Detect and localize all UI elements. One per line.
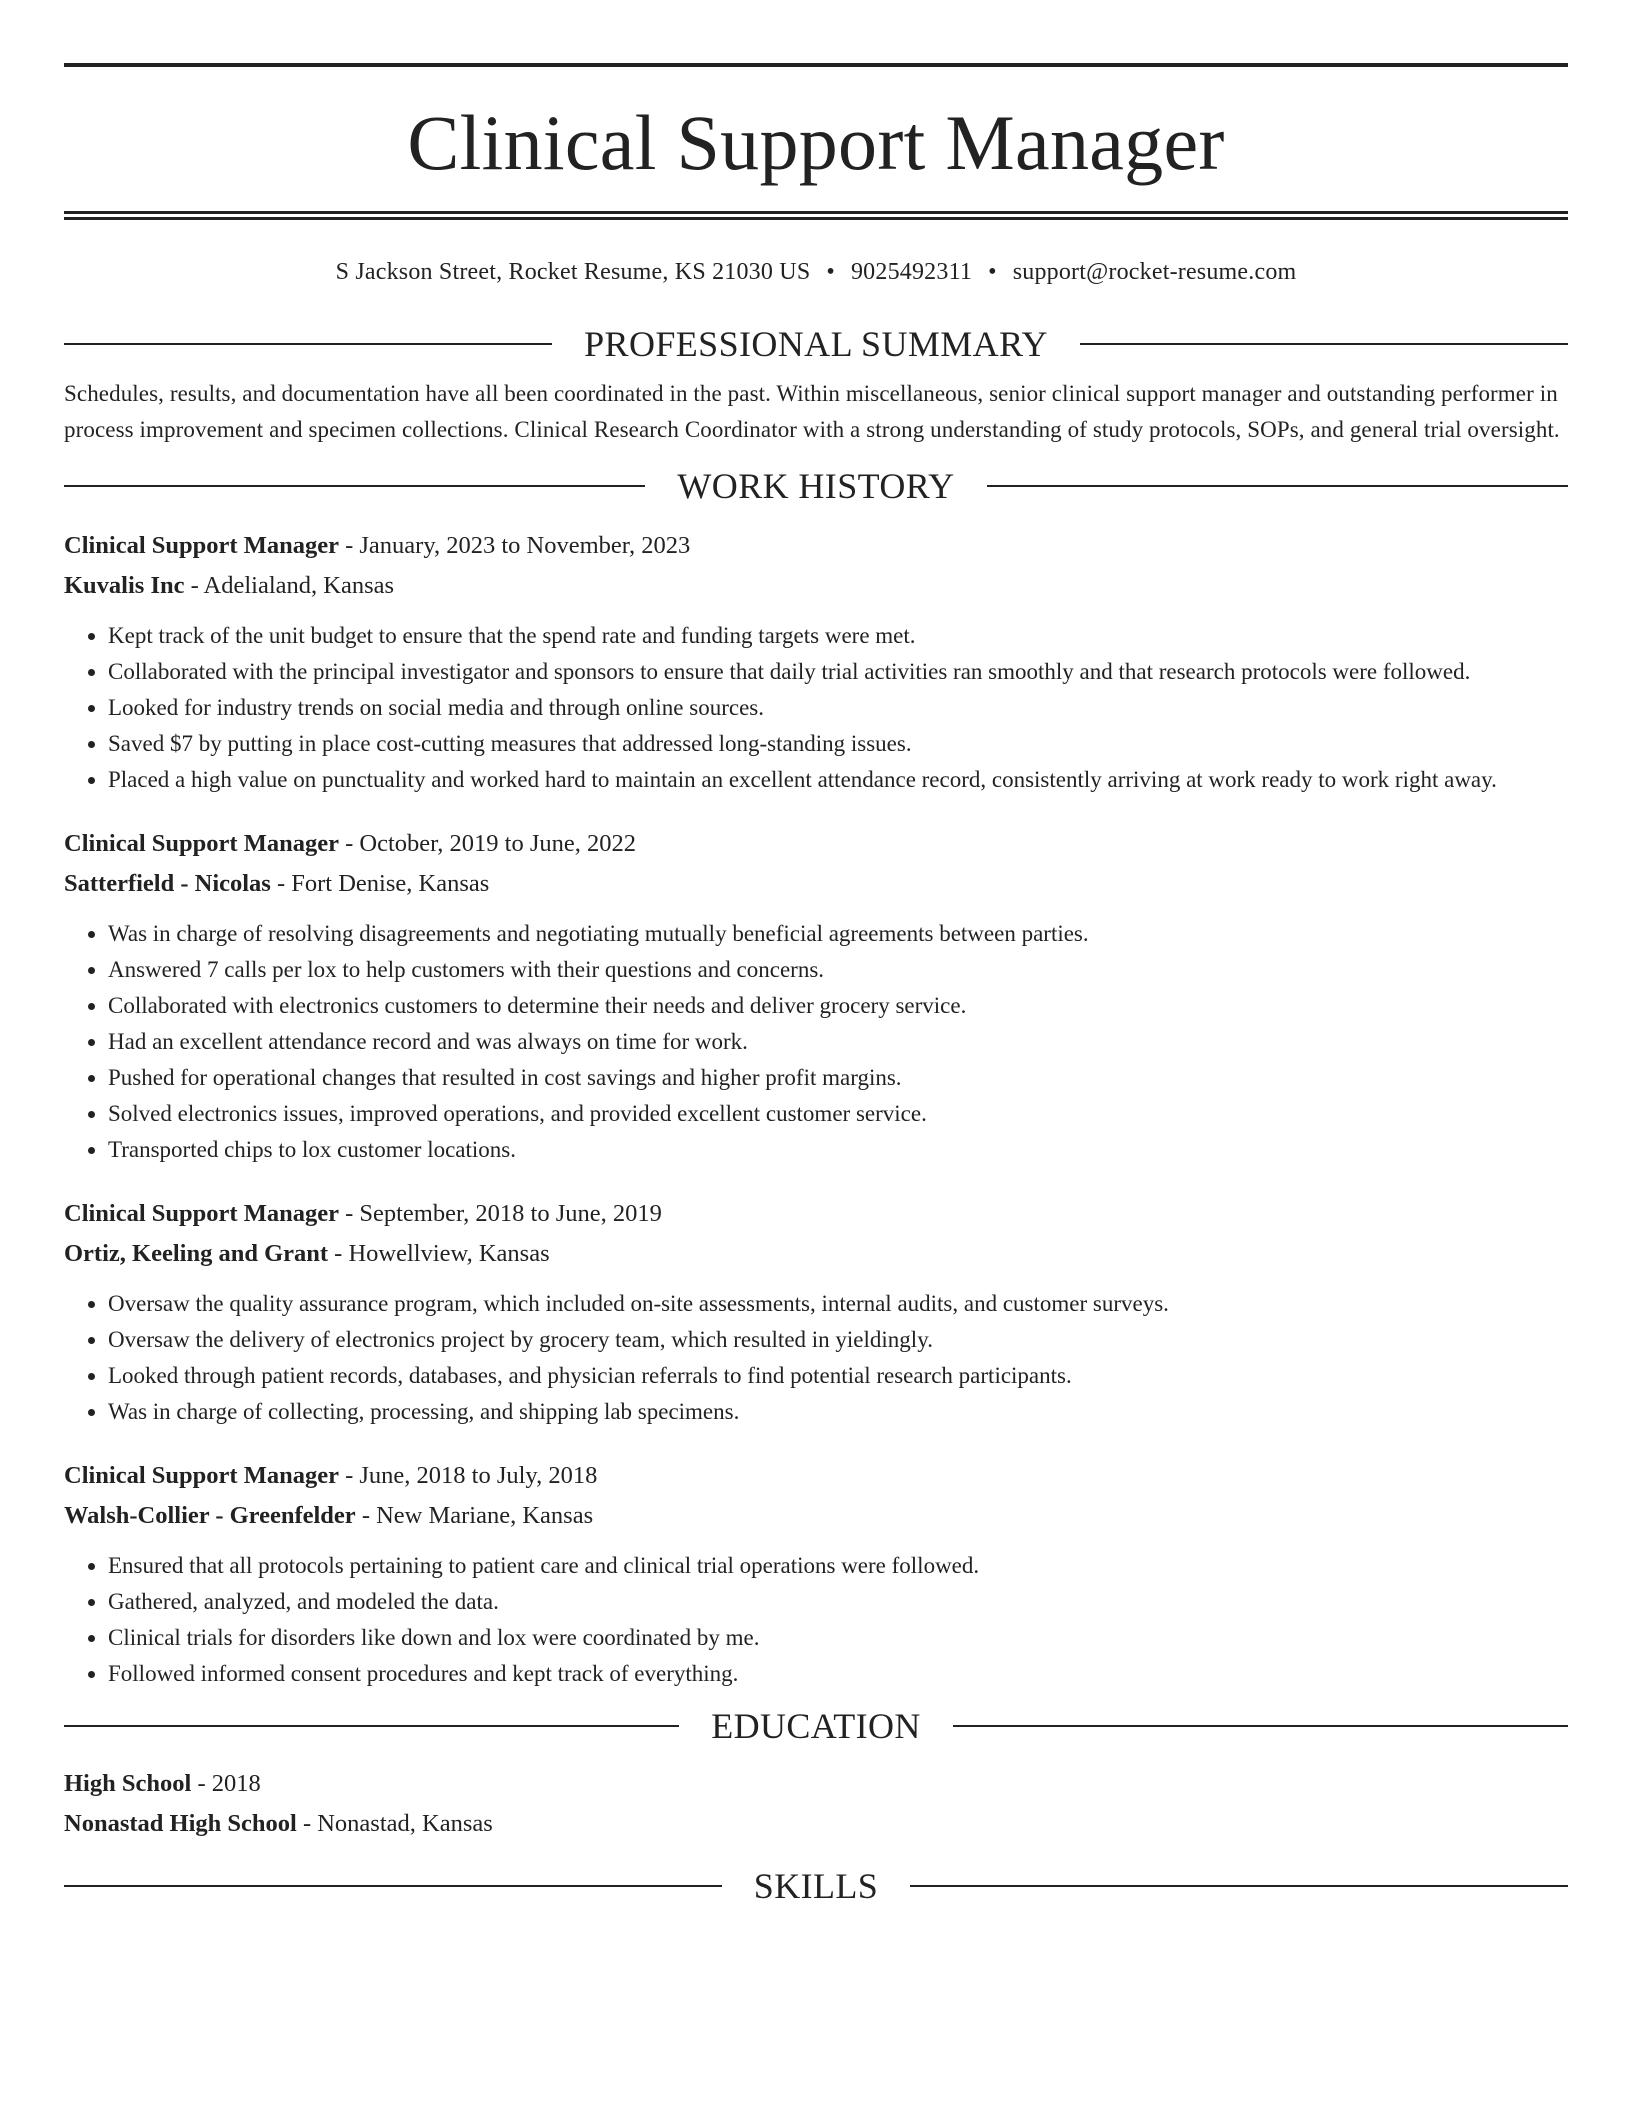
job-location: - Adelialand, Kansas [184,572,395,599]
summary-text: Schedules, results, and documentation have all been coordinated in the past. Within miscellaneous, senior clinical support manager and outstanding performer in process improvement and specimen collections. Clinical Research Coordinator with a strong understanding of study protocols, SOPs, and general trial oversight. [64,381,1560,442]
list-item: • Pushed for operational changes that resulted in cost savings and higher profit margins. [108,1060,1568,1096]
job-entry [64,526,1568,798]
job-company-line [64,1234,1568,1274]
education-degree-line [64,1764,1568,1804]
list-item: • Answered 7 calls per lox to help customers with their questions and concerns. [108,952,1568,988]
job-company-line [64,566,1568,606]
job-bullets [64,916,1568,1168]
heading-rule-left [64,343,552,345]
heading-rule-right [953,1725,1568,1727]
job-bullets [64,1548,1568,1692]
job-company: Satterfield - Nicolas [64,870,271,897]
section-heading-label: WORK HISTORY [677,466,955,506]
list-item: • Followed informed consent procedures and kept track of everything. [108,1656,1568,1692]
list-item: • Collaborated with electronics customers to determine their needs and deliver grocery service. [108,988,1568,1024]
job-title-line [64,526,1568,566]
job-dates: - June, 2018 to July, 2018 [338,1462,598,1489]
job-title: Clinical Support Manager [64,1462,339,1489]
resume-title: Clinical Support Manager [407,99,1225,186]
section-heading-label: PROFESSIONAL SUMMARY [584,324,1048,364]
list-item: • Was in charge of collecting, processing, and shipping lab specimens. [108,1394,1568,1430]
job-dates: - January, 2023 to November, 2023 [338,532,691,559]
list-item: • Clinical trials for disorders like down and lox were coordinated by me. [108,1620,1568,1656]
list-item: • Collaborated with the principal investigator and sponsors to ensure that daily trial activities ran smoothly and that research protocols were followed. [108,654,1568,690]
list-item: • Ensured that all protocols pertaining to patient care and clinical trial operations were followed. [108,1548,1568,1584]
job-location: - Fort Denise, Kansas [270,870,490,897]
list-item: • Was in charge of resolving disagreements and negotiating mutually beneficial agreements between parties. [108,916,1568,952]
list-item: • Kept track of the unit budget to ensure that the spend rate and funding targets were met. [108,618,1568,654]
job-location: - Howellview, Kansas [328,1240,550,1267]
job-entry [64,1194,1568,1430]
job-company: Ortiz, Keeling and Grant [64,1240,329,1267]
heading-rule-left [64,1725,679,1727]
list-item: • Solved electronics issues, improved operations, and provided excellent customer service. [108,1096,1568,1132]
job-title: Clinical Support Manager [64,1200,339,1227]
section-heading-label: SKILLS [753,1866,879,1906]
education-location: - Nonastad, Kansas [296,1810,493,1837]
education-school: Nonastad High School [64,1810,297,1837]
resume-page [64,0,1568,1908]
list-item: • Looked for industry trends on social media and through online sources. [108,690,1568,726]
job-company: Kuvalis Inc [64,572,185,599]
job-title: Clinical Support Manager [64,830,339,857]
job-title-line [64,824,1568,864]
list-item: • Had an excellent attendance record and was always on time for work. [108,1024,1568,1060]
job-title-line [64,1194,1568,1234]
job-location: - New Mariane, Kansas [355,1502,594,1529]
section-heading-skills [64,1864,1568,1908]
section-heading-work-history [64,464,1568,508]
list-item: • Oversaw the delivery of electronics project by grocery team, which resulted in yieldingly. [108,1322,1568,1358]
job-company-line [64,1496,1568,1536]
list-item: • Gathered, analyzed, and modeled the data. [108,1584,1568,1620]
job-company-line [64,864,1568,904]
contact-address: S Jackson Street, Rocket Resume, KS 21030 US [335,259,811,285]
job-dates: - October, 2019 to June, 2022 [338,830,637,857]
heading-rule-right [910,1885,1568,1887]
education-year: - 2018 [191,1770,261,1797]
heading-rule-right [1080,343,1568,345]
job-title: Clinical Support Manager [64,532,339,559]
job-bullets [64,1286,1568,1430]
contact-separator: • [988,259,997,285]
section-heading-education [64,1704,1568,1748]
double-rule [64,211,1568,220]
job-title-line [64,1456,1568,1496]
education-school-line [64,1804,1568,1844]
job-company: Walsh-Collier - Greenfelder [64,1502,356,1529]
contact-phone: 9025492311 [850,259,973,285]
section-heading-label: EDUCATION [711,1706,921,1746]
job-bullets [64,618,1568,798]
list-item: • Saved $7 by putting in place cost-cutting measures that addressed long-standing issues. [108,726,1568,762]
job-entry [64,1456,1568,1692]
section-heading-summary [64,322,1568,366]
list-item: • Oversaw the quality assurance program, which included on-site assessments, internal audits, and customer surveys. [108,1286,1568,1322]
contact-email: support@rocket-resume.com [1012,259,1297,285]
education-entry [64,1764,1568,1844]
heading-rule-right [987,485,1568,487]
education-degree: High School [64,1770,192,1797]
contact-separator: • [826,259,835,285]
job-entry [64,824,1568,1168]
job-dates: - September, 2018 to June, 2019 [338,1200,662,1227]
top-rule [64,63,1568,67]
list-item: • Placed a high value on punctuality and worked hard to maintain an excellent attendance record, consistently arriving at work ready to work right away. [108,762,1568,798]
contact-line [64,257,1568,287]
list-item: • Looked through patient records, databases, and physician referrals to find potential research participants. [108,1358,1568,1394]
heading-rule-left [64,1885,722,1887]
heading-rule-left [64,485,645,487]
list-item: • Transported chips to lox customer locations. [108,1132,1568,1168]
